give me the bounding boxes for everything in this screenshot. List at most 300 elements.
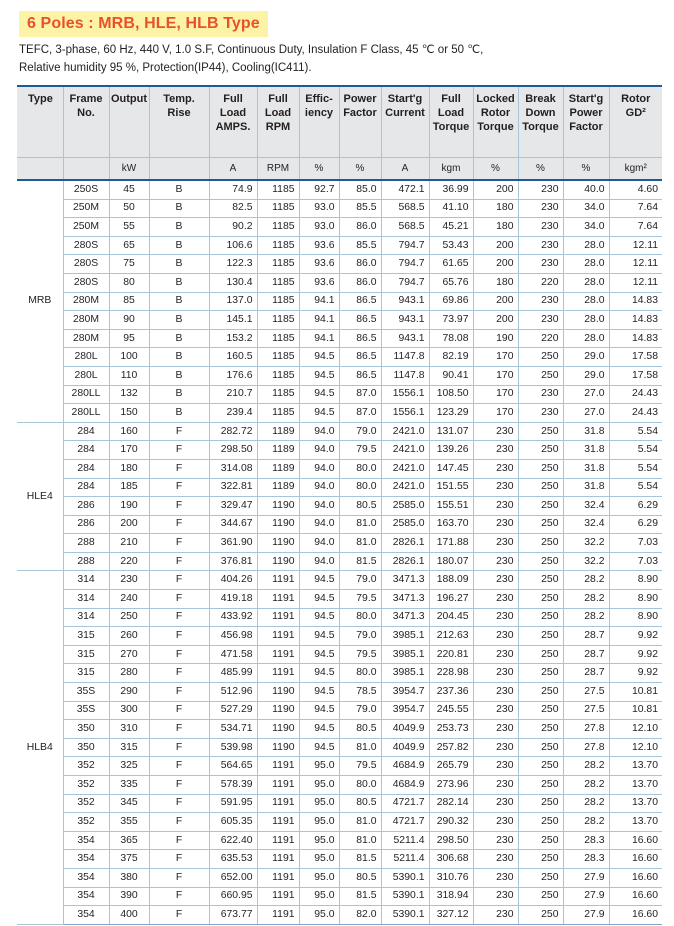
table-cell: 200 [473, 255, 518, 274]
table-cell: 2421.0 [381, 478, 429, 497]
table-cell: 10.81 [609, 701, 662, 720]
table-cell: 14.83 [609, 329, 662, 348]
table-cell: 171.88 [429, 534, 473, 553]
table-cell: 471.58 [209, 645, 257, 664]
table-cell: B [149, 273, 209, 292]
table-cell: 27.5 [563, 701, 609, 720]
type-group-label: HLE4 [17, 422, 63, 571]
table-cell: 4721.7 [381, 794, 429, 813]
table-cell: 3471.3 [381, 571, 429, 590]
header-line: Break [525, 93, 556, 105]
table-row [17, 794, 662, 813]
table-row [17, 664, 662, 683]
table-cell: 176.6 [209, 366, 257, 385]
table-cell: 50 [109, 199, 149, 218]
table-cell: 90.41 [429, 366, 473, 385]
table-cell: 1189 [257, 441, 299, 460]
table-cell: 250 [518, 720, 563, 739]
table-cell: 1191 [257, 813, 299, 832]
table-cell: 282.72 [209, 422, 257, 441]
table-cell: F [149, 552, 209, 571]
table-cell: 53.43 [429, 236, 473, 255]
table-cell: 94.0 [299, 497, 339, 516]
table-cell: 335 [109, 776, 149, 795]
table-cell: 1191 [257, 590, 299, 609]
table-cell: 86.5 [339, 348, 381, 367]
table-cell: 2421.0 [381, 422, 429, 441]
table-cell: 8.90 [609, 590, 662, 609]
table-cell: 27.9 [563, 887, 609, 906]
table-cell: 2585.0 [381, 497, 429, 516]
table-cell: 190 [109, 497, 149, 516]
specification-notes [19, 41, 483, 77]
table-cell: 260 [109, 627, 149, 646]
table-cell: 13.70 [609, 813, 662, 832]
table-cell: 5211.4 [381, 831, 429, 850]
table-cell: 145.1 [209, 311, 257, 330]
table-cell: 485.99 [209, 664, 257, 683]
table-cell: 94.0 [299, 422, 339, 441]
table-cell: 1185 [257, 180, 299, 199]
table-cell: 327.12 [429, 906, 473, 925]
header-line: Load [219, 107, 247, 119]
table-cell: 314 [63, 608, 109, 627]
table-cell: 228.98 [429, 664, 473, 683]
table-cell: 230 [473, 850, 518, 869]
table-cell: 100 [109, 348, 149, 367]
unit-cell: kgm² [609, 158, 662, 181]
table-cell: 80.5 [339, 720, 381, 739]
table-row [17, 831, 662, 850]
table-cell: 81.0 [339, 813, 381, 832]
table-cell: 79.0 [339, 627, 381, 646]
table-cell: 794.7 [381, 255, 429, 274]
table-row [17, 720, 662, 739]
column-header [63, 86, 109, 158]
table-cell: 1191 [257, 645, 299, 664]
table-cell: 315 [63, 627, 109, 646]
table-cell: 24.43 [609, 385, 662, 404]
table-cell: 1189 [257, 422, 299, 441]
table-cell: 28.7 [563, 627, 609, 646]
unit-cell: % [563, 158, 609, 181]
table-cell: 1191 [257, 850, 299, 869]
table-cell: 12.10 [609, 738, 662, 757]
table-cell: 86.5 [339, 329, 381, 348]
column-header [563, 86, 609, 158]
table-cell: 230 [473, 868, 518, 887]
table-cell: 94.0 [299, 534, 339, 553]
table-cell: 32.2 [563, 534, 609, 553]
table-cell: 230 [473, 497, 518, 516]
table-row [17, 608, 662, 627]
table-cell: 95.0 [299, 794, 339, 813]
table-cell: 257.82 [429, 738, 473, 757]
table-cell: 78.5 [339, 683, 381, 702]
table-cell: 280LL [63, 385, 109, 404]
table-cell: 591.95 [209, 794, 257, 813]
table-cell: 94.0 [299, 552, 339, 571]
table-cell: 16.60 [609, 906, 662, 925]
table-cell: 250 [109, 608, 149, 627]
table-cell: 86.0 [339, 255, 381, 274]
table-cell: 539.98 [209, 738, 257, 757]
table-cell: 354 [63, 831, 109, 850]
table-cell: 34.0 [563, 199, 609, 218]
table-cell: F [149, 422, 209, 441]
table-cell: 250 [518, 868, 563, 887]
table-cell: 170 [109, 441, 149, 460]
table-cell: 81.5 [339, 850, 381, 869]
table-cell: 122.3 [209, 255, 257, 274]
table-cell: 230 [518, 404, 563, 423]
table-cell: 250M [63, 199, 109, 218]
table-cell: 4684.9 [381, 776, 429, 795]
table-cell: 1191 [257, 608, 299, 627]
table-cell: 94.5 [299, 571, 339, 590]
table-body [17, 180, 662, 924]
table-cell: 286 [63, 497, 109, 516]
table-cell: 298.50 [209, 441, 257, 460]
table-cell: 45.21 [429, 218, 473, 237]
table-cell: F [149, 608, 209, 627]
table-cell: 1185 [257, 329, 299, 348]
table-cell: 280S [63, 255, 109, 274]
table-cell: 1185 [257, 348, 299, 367]
table-cell: 94.1 [299, 311, 339, 330]
table-cell: 245.55 [429, 701, 473, 720]
table-cell: 31.8 [563, 459, 609, 478]
table-cell: 1191 [257, 868, 299, 887]
table-cell: 12.11 [609, 236, 662, 255]
table-row [17, 534, 662, 553]
table-row [17, 273, 662, 292]
table-cell: 284 [63, 422, 109, 441]
header-line: Rotor [621, 93, 651, 105]
table-cell: 5211.4 [381, 850, 429, 869]
table-cell: 5390.1 [381, 906, 429, 925]
table-cell: 93.6 [299, 273, 339, 292]
table-cell: 230 [473, 627, 518, 646]
table-cell: 94.5 [299, 590, 339, 609]
table-cell: 660.95 [209, 887, 257, 906]
table-cell: 288 [63, 534, 109, 553]
column-header [17, 86, 63, 158]
table-cell: 131.07 [429, 422, 473, 441]
header-line: Down [525, 107, 556, 119]
table-cell: 250 [518, 422, 563, 441]
table-cell: 40.0 [563, 180, 609, 199]
table-cell: 315 [63, 664, 109, 683]
table-cell: 673.77 [209, 906, 257, 925]
table-row [17, 683, 662, 702]
table-row [17, 180, 662, 199]
table-cell: 12.11 [609, 273, 662, 292]
table-cell: 1185 [257, 273, 299, 292]
table-row [17, 199, 662, 218]
table-cell: 8.90 [609, 571, 662, 590]
table-cell: 3985.1 [381, 627, 429, 646]
table-cell: 250M [63, 218, 109, 237]
table-cell: 250 [518, 590, 563, 609]
table-cell: 1185 [257, 385, 299, 404]
table-cell: 16.60 [609, 831, 662, 850]
table-cell: 94.1 [299, 329, 339, 348]
table-cell: B [149, 255, 209, 274]
header-line: Load [264, 107, 292, 119]
column-header [609, 86, 662, 158]
table-cell: 28.0 [563, 329, 609, 348]
table-row [17, 236, 662, 255]
table-cell: 160.5 [209, 348, 257, 367]
table-cell: F [149, 794, 209, 813]
table-cell: 230 [473, 813, 518, 832]
table-cell: 155.51 [429, 497, 473, 516]
table-cell: 230 [473, 683, 518, 702]
table-cell: 13.70 [609, 776, 662, 795]
table-cell: 472.1 [381, 180, 429, 199]
table-cell: 8.90 [609, 608, 662, 627]
table-cell: 250 [518, 478, 563, 497]
table-cell: 2826.1 [381, 552, 429, 571]
table-cell: 404.26 [209, 571, 257, 590]
header-line: Full [441, 93, 461, 105]
table-cell: 17.58 [609, 366, 662, 385]
table-cell: 534.71 [209, 720, 257, 739]
unit-cell: % [339, 158, 381, 181]
table-cell: 5390.1 [381, 887, 429, 906]
table-cell: 16.60 [609, 850, 662, 869]
table-cell: 250 [518, 608, 563, 627]
table-cell: 95.0 [299, 831, 339, 850]
table-row [17, 701, 662, 720]
unit-cell [63, 158, 109, 181]
table-cell: 200 [473, 292, 518, 311]
table-cell: 200 [473, 180, 518, 199]
table-cell: 230 [518, 180, 563, 199]
table-cell: 94.0 [299, 441, 339, 460]
table-cell: 280M [63, 292, 109, 311]
table-cell: F [149, 571, 209, 590]
table-cell: 5390.1 [381, 868, 429, 887]
table-cell: F [149, 738, 209, 757]
column-header [339, 86, 381, 158]
table-cell: B [149, 236, 209, 255]
table-cell: 237.36 [429, 683, 473, 702]
table-cell: F [149, 701, 209, 720]
table-cell: 2826.1 [381, 534, 429, 553]
table-cell: 12.11 [609, 255, 662, 274]
table-cell: 82.5 [209, 199, 257, 218]
table-cell: 27.0 [563, 404, 609, 423]
table-cell: 352 [63, 776, 109, 795]
table-cell: 94.0 [299, 478, 339, 497]
table-cell: 5.54 [609, 441, 662, 460]
table-cell: 79.5 [339, 645, 381, 664]
table-cell: 95.0 [299, 813, 339, 832]
table-cell: 28.2 [563, 813, 609, 832]
unit-cell: RPM [257, 158, 299, 181]
table-cell: 230 [518, 199, 563, 218]
table-cell: 28.2 [563, 794, 609, 813]
table-cell: 106.6 [209, 236, 257, 255]
table-cell: 82.19 [429, 348, 473, 367]
table-cell: 375 [109, 850, 149, 869]
table-row [17, 738, 662, 757]
header-line: Power [569, 107, 603, 119]
table-cell: 250 [518, 571, 563, 590]
table-cell: 65.76 [429, 273, 473, 292]
table-cell: 1191 [257, 571, 299, 590]
table-cell: 230 [109, 571, 149, 590]
table-cell: 1190 [257, 701, 299, 720]
table-cell: 27.0 [563, 385, 609, 404]
table-cell: 325 [109, 757, 149, 776]
table-cell: 4.60 [609, 180, 662, 199]
table-cell: 1556.1 [381, 385, 429, 404]
table-cell: 230 [473, 534, 518, 553]
table-row [17, 571, 662, 590]
table-cell: 253.73 [429, 720, 473, 739]
table-cell: 220 [518, 273, 563, 292]
table-cell: 286 [63, 515, 109, 534]
table-cell: F [149, 813, 209, 832]
table-cell: 310 [109, 720, 149, 739]
table-cell: 110 [109, 366, 149, 385]
table-cell: 7.03 [609, 552, 662, 571]
table-cell: 73.97 [429, 311, 473, 330]
table-cell: 230 [473, 571, 518, 590]
table-cell: 1190 [257, 515, 299, 534]
table-cell: 250 [518, 497, 563, 516]
table-cell: 280LL [63, 404, 109, 423]
table-cell: 329.47 [209, 497, 257, 516]
table-row [17, 850, 662, 869]
table-cell: F [149, 664, 209, 683]
table-cell: 365 [109, 831, 149, 850]
table-cell: 94.1 [299, 292, 339, 311]
table-cell: 282.14 [429, 794, 473, 813]
table-cell: 230 [518, 292, 563, 311]
table-row [17, 887, 662, 906]
header-line: Factor [569, 121, 603, 133]
table-cell: 90.2 [209, 218, 257, 237]
unit-cell: kgm [429, 158, 473, 181]
table-cell: 250 [518, 627, 563, 646]
table-cell: 94.5 [299, 664, 339, 683]
table-row [17, 552, 662, 571]
table-cell: 4049.9 [381, 720, 429, 739]
table-cell: 250 [518, 552, 563, 571]
table-cell: 352 [63, 794, 109, 813]
table-cell: 32.4 [563, 497, 609, 516]
table-cell: 1190 [257, 552, 299, 571]
table-cell: 94.5 [299, 385, 339, 404]
table-cell: 250 [518, 515, 563, 534]
table-cell: 250 [518, 813, 563, 832]
table-cell: 28.0 [563, 311, 609, 330]
table-cell: 1185 [257, 255, 299, 274]
header-line: No. [77, 107, 95, 119]
table-row [17, 404, 662, 423]
table-cell: 270 [109, 645, 149, 664]
table-cell: 1147.8 [381, 366, 429, 385]
table-cell: 230 [518, 385, 563, 404]
table-row [17, 776, 662, 795]
table-cell: 81.5 [339, 887, 381, 906]
table-cell: F [149, 497, 209, 516]
table-cell: F [149, 478, 209, 497]
table-cell: 315 [63, 645, 109, 664]
table-cell: 94.5 [299, 645, 339, 664]
table-cell: 28.2 [563, 571, 609, 590]
table-cell: 34.0 [563, 218, 609, 237]
table-cell: 354 [63, 887, 109, 906]
table-cell: 1556.1 [381, 404, 429, 423]
header-line: Start'g [568, 93, 604, 105]
table-cell: 27.9 [563, 906, 609, 925]
table-cell: 85.5 [339, 199, 381, 218]
table-cell: 75 [109, 255, 149, 274]
table-cell: 1185 [257, 199, 299, 218]
table-cell: 80.5 [339, 868, 381, 887]
table-row [17, 478, 662, 497]
table-cell: 794.7 [381, 236, 429, 255]
table-cell: 250 [518, 776, 563, 795]
table-cell: 41.10 [429, 199, 473, 218]
table-cell: 250 [518, 794, 563, 813]
table-cell: 204.45 [429, 608, 473, 627]
table-cell: 27.8 [563, 738, 609, 757]
table-cell: 9.92 [609, 664, 662, 683]
table-cell: 230 [473, 757, 518, 776]
table-cell: 79.5 [339, 590, 381, 609]
table-cell: 86.0 [339, 273, 381, 292]
header-row [17, 86, 662, 158]
table-cell: 230 [473, 720, 518, 739]
table-cell: 1191 [257, 794, 299, 813]
table-cell: B [149, 180, 209, 199]
table-cell: 1191 [257, 627, 299, 646]
table-cell: 250 [518, 887, 563, 906]
table-cell: 250 [518, 441, 563, 460]
table-cell: B [149, 404, 209, 423]
table-cell: 250 [518, 701, 563, 720]
table-cell: 94.0 [299, 459, 339, 478]
table-cell: 137.0 [209, 292, 257, 311]
column-header [381, 86, 429, 158]
table-cell: 1191 [257, 776, 299, 795]
table-cell: B [149, 311, 209, 330]
table-cell: 81.0 [339, 831, 381, 850]
table-cell: 86.0 [339, 218, 381, 237]
table-cell: 24.43 [609, 404, 662, 423]
unit-cell [149, 158, 209, 181]
table-row [17, 459, 662, 478]
table-cell: 94.5 [299, 608, 339, 627]
header-line: Rotor [480, 107, 511, 119]
table-cell: 188.09 [429, 571, 473, 590]
table-cell: 14.83 [609, 292, 662, 311]
header-line: Locked [476, 93, 515, 105]
table-cell: 230 [473, 459, 518, 478]
table-cell: 273.96 [429, 776, 473, 795]
table-cell: B [149, 218, 209, 237]
table-cell: 86.5 [339, 292, 381, 311]
table-cell: 2585.0 [381, 515, 429, 534]
table-cell: 361.90 [209, 534, 257, 553]
table-cell: 230 [473, 608, 518, 627]
